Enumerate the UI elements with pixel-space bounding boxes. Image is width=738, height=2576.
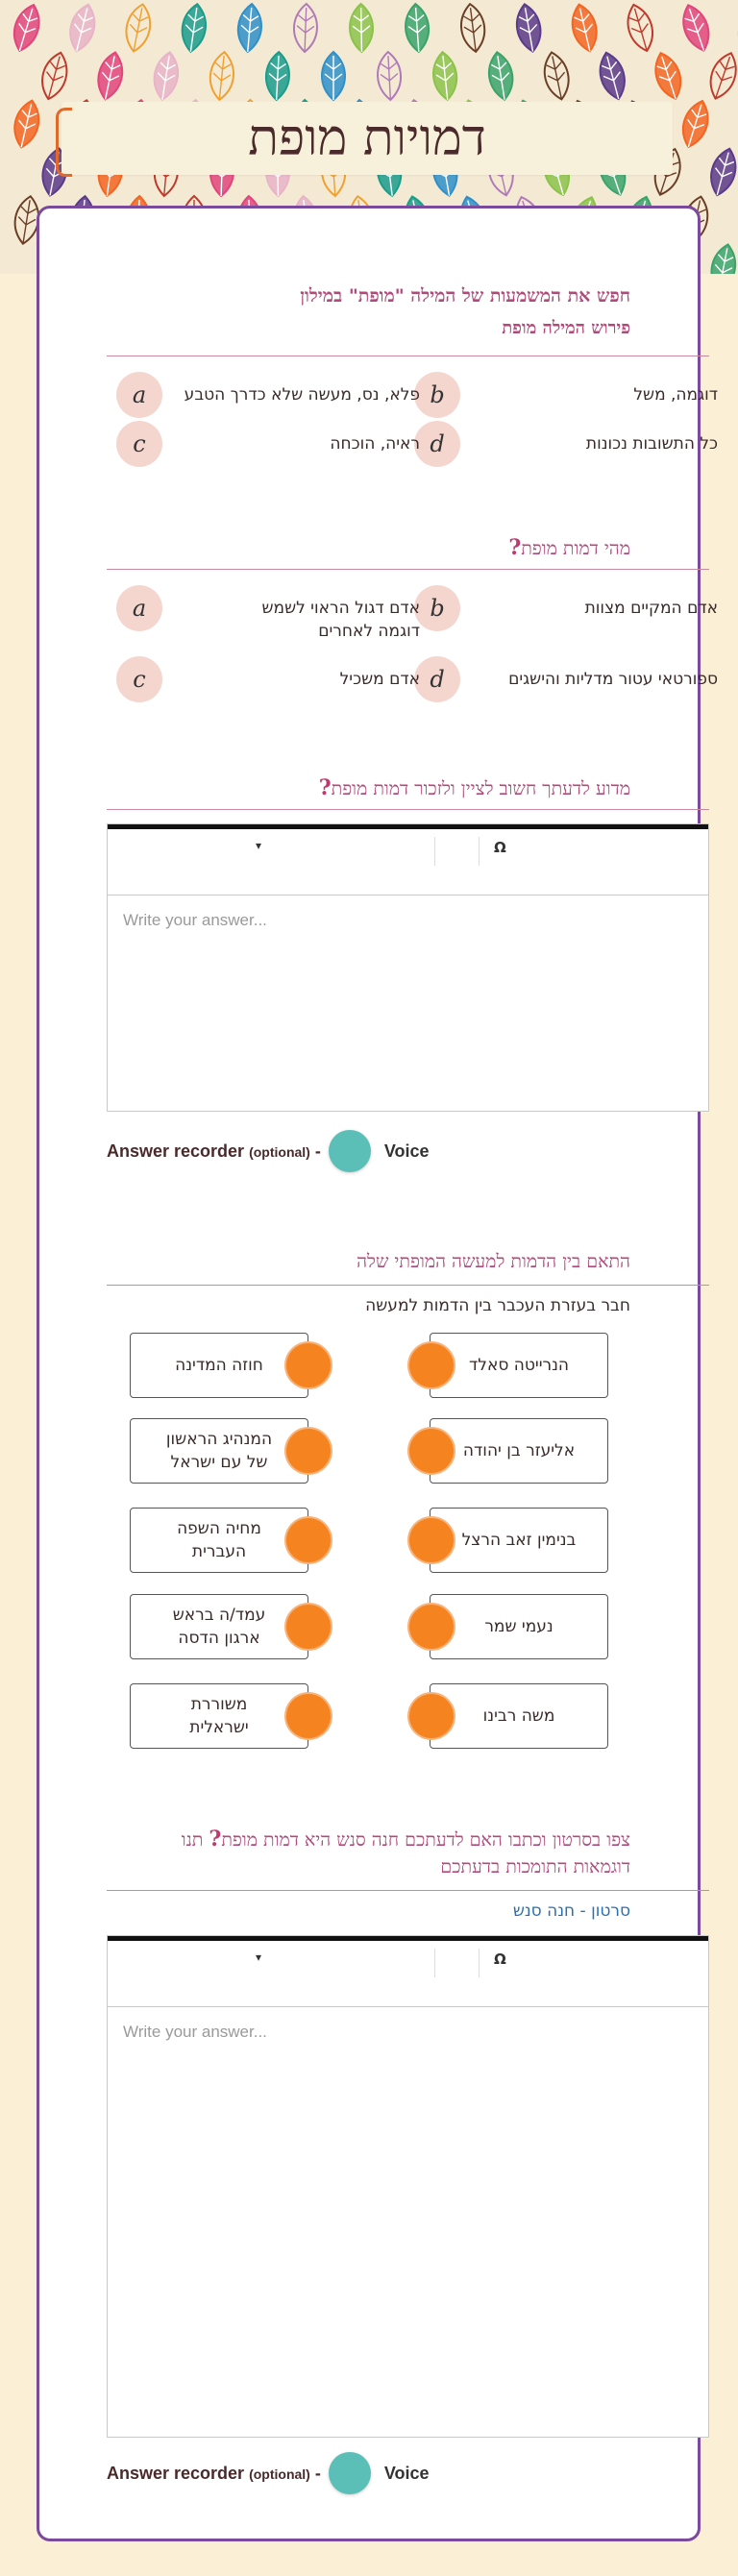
q2-option-b[interactable]	[414, 585, 722, 631]
option-text: דוגמה, משל	[633, 385, 718, 405]
match-box-figure[interactable]: משה רבינו	[430, 1683, 608, 1749]
q2-option-d[interactable]	[414, 656, 722, 702]
q1-option-c[interactable]	[116, 421, 424, 467]
format-dropdown-icon[interactable]: ▾	[256, 839, 262, 852]
editor-toolbar	[108, 824, 708, 895]
special-characters-icon[interactable]: Ω	[494, 1950, 506, 1968]
match-connector-dot[interactable]	[409, 1343, 454, 1387]
q5-answer-recorder	[107, 2451, 430, 2495]
option-letter: c	[116, 421, 162, 467]
option-text: ראיה, הוכחה	[330, 434, 420, 454]
match-connector-dot[interactable]	[286, 1429, 331, 1473]
match-connector-dot[interactable]	[409, 1429, 454, 1473]
match-box-deed[interactable]: המנהיג הראשון של עם ישראל	[130, 1418, 308, 1484]
q1-title: חפש את המשמעות של המילה "מופת" במילון	[300, 285, 630, 307]
match-box-deed[interactable]: חוזה המדינה	[130, 1333, 308, 1398]
option-letter: b	[414, 372, 460, 418]
q4-divider	[107, 1285, 709, 1286]
q5-divider	[107, 1890, 709, 1891]
q2-option-a[interactable]	[116, 585, 424, 641]
q3-answer-editor[interactable]	[107, 823, 709, 1112]
q2-title-text: מהי דמות מופת	[521, 538, 630, 559]
match-connector-dot[interactable]	[409, 1518, 454, 1562]
page-title: דמויות מופת	[248, 110, 486, 167]
q4-title: התאם בין הדמות למעשה המופתי שלה	[357, 1251, 630, 1272]
q2-option-c[interactable]	[116, 656, 424, 702]
match-box-deed[interactable]: עמד/ה בראש ארגון הדסה	[130, 1594, 308, 1659]
option-text: אדם משכיל	[339, 670, 420, 689]
q1-option-d[interactable]	[414, 421, 722, 467]
question-mark: ?	[508, 535, 522, 560]
record-button[interactable]	[329, 2452, 371, 2494]
q3-answer-recorder	[107, 1129, 430, 1173]
match-connector-dot[interactable]	[409, 1694, 454, 1738]
option-letter: a	[116, 585, 162, 631]
match-connector-dot[interactable]	[286, 1605, 331, 1649]
match-connector-dot[interactable]	[286, 1694, 331, 1738]
voice-label: Voice	[383, 2463, 430, 2483]
option-text: כל התשובות נכונות	[585, 434, 718, 454]
format-dropdown-icon[interactable]: ▾	[256, 1950, 262, 1964]
question-mark: ?	[209, 1827, 222, 1852]
question-mark: ?	[318, 775, 332, 800]
q5-title-text: צפו בסרטון וכתבו האם לדעתכם חנה סנש היא דמות מופת	[221, 1829, 630, 1851]
q5-title-line2: דוגמאות התומכות בדעתכם	[440, 1856, 630, 1877]
option-text: אדם המקיים מצוות	[584, 599, 718, 618]
q5-answer-editor[interactable]	[107, 1935, 709, 2438]
option-letter: c	[116, 656, 162, 702]
q5-title-end: תנו	[181, 1829, 204, 1851]
option-letter: d	[414, 656, 460, 702]
match-connector-dot[interactable]	[286, 1518, 331, 1562]
recorder-optional: (optional)	[249, 1143, 310, 1160]
match-box-deed[interactable]: מחיה השפה העברית	[130, 1508, 308, 1573]
match-box-figure[interactable]: נעמי שמר	[430, 1594, 608, 1659]
record-button[interactable]	[329, 1130, 371, 1172]
option-text: ספורטאי עטור מדליות והישגים	[508, 670, 718, 689]
recorder-label	[107, 2464, 321, 2484]
q1-option-a[interactable]	[116, 372, 424, 418]
match-box-figure[interactable]: אליעזר בן יהודה	[430, 1418, 608, 1484]
special-characters-icon[interactable]: Ω	[494, 839, 506, 856]
toolbar-separator	[434, 1949, 435, 1977]
match-box-deed[interactable]: משוררת ישראלית	[130, 1683, 308, 1749]
editor-toolbar	[108, 1936, 708, 2007]
q1-subtitle: פירוש המילה מופת	[502, 318, 630, 338]
option-text: פלא, נס, מעשה שלא כדרך הטבע	[184, 385, 420, 405]
q4-instruction: חבר בעזרת העכבר בין הדמות למעשה	[365, 1296, 630, 1315]
voice-label: Voice	[383, 1141, 430, 1161]
option-letter: a	[116, 372, 162, 418]
answer-textarea[interactable]: Write your answer...	[123, 911, 267, 929]
recorder-dash: -	[314, 2463, 321, 2483]
toolbar-separator	[479, 1949, 480, 1977]
match-connector-dot[interactable]	[286, 1343, 331, 1387]
recorder-dash: -	[314, 1141, 321, 1161]
answer-textarea[interactable]: Write your answer...	[123, 2023, 267, 2041]
recorder-optional: (optional)	[249, 2466, 310, 2482]
toolbar-separator	[479, 837, 480, 866]
recorder-label-text: Answer recorder	[107, 2463, 245, 2483]
recorder-label	[107, 1141, 321, 1162]
q3-title	[319, 775, 630, 800]
toolbar-separator	[434, 837, 435, 866]
match-connector-dot[interactable]	[409, 1605, 454, 1649]
title-plate	[62, 102, 673, 175]
q5-title	[92, 1826, 630, 1880]
q2-divider	[107, 569, 709, 570]
match-box-figure[interactable]: בנימין זאב הרצל	[430, 1508, 608, 1573]
q1-option-b[interactable]	[414, 372, 722, 418]
recorder-label-text: Answer recorder	[107, 1141, 245, 1161]
video-link[interactable]: סרטון - חנה סנש	[512, 1901, 630, 1921]
q3-title-text: מדוע לדעתך חשוב לציין ולזכור דמות מופת	[331, 778, 630, 799]
option-letter: d	[414, 421, 460, 467]
option-text: אדם דגול הראוי לשמש דוגמה לאחרים	[261, 599, 420, 641]
q2-title	[508, 535, 630, 560]
match-box-figure[interactable]: הנרייטה סאלד	[430, 1333, 608, 1398]
q3-divider	[107, 809, 709, 810]
worksheet-card	[37, 206, 718, 2541]
option-letter: b	[414, 585, 460, 631]
